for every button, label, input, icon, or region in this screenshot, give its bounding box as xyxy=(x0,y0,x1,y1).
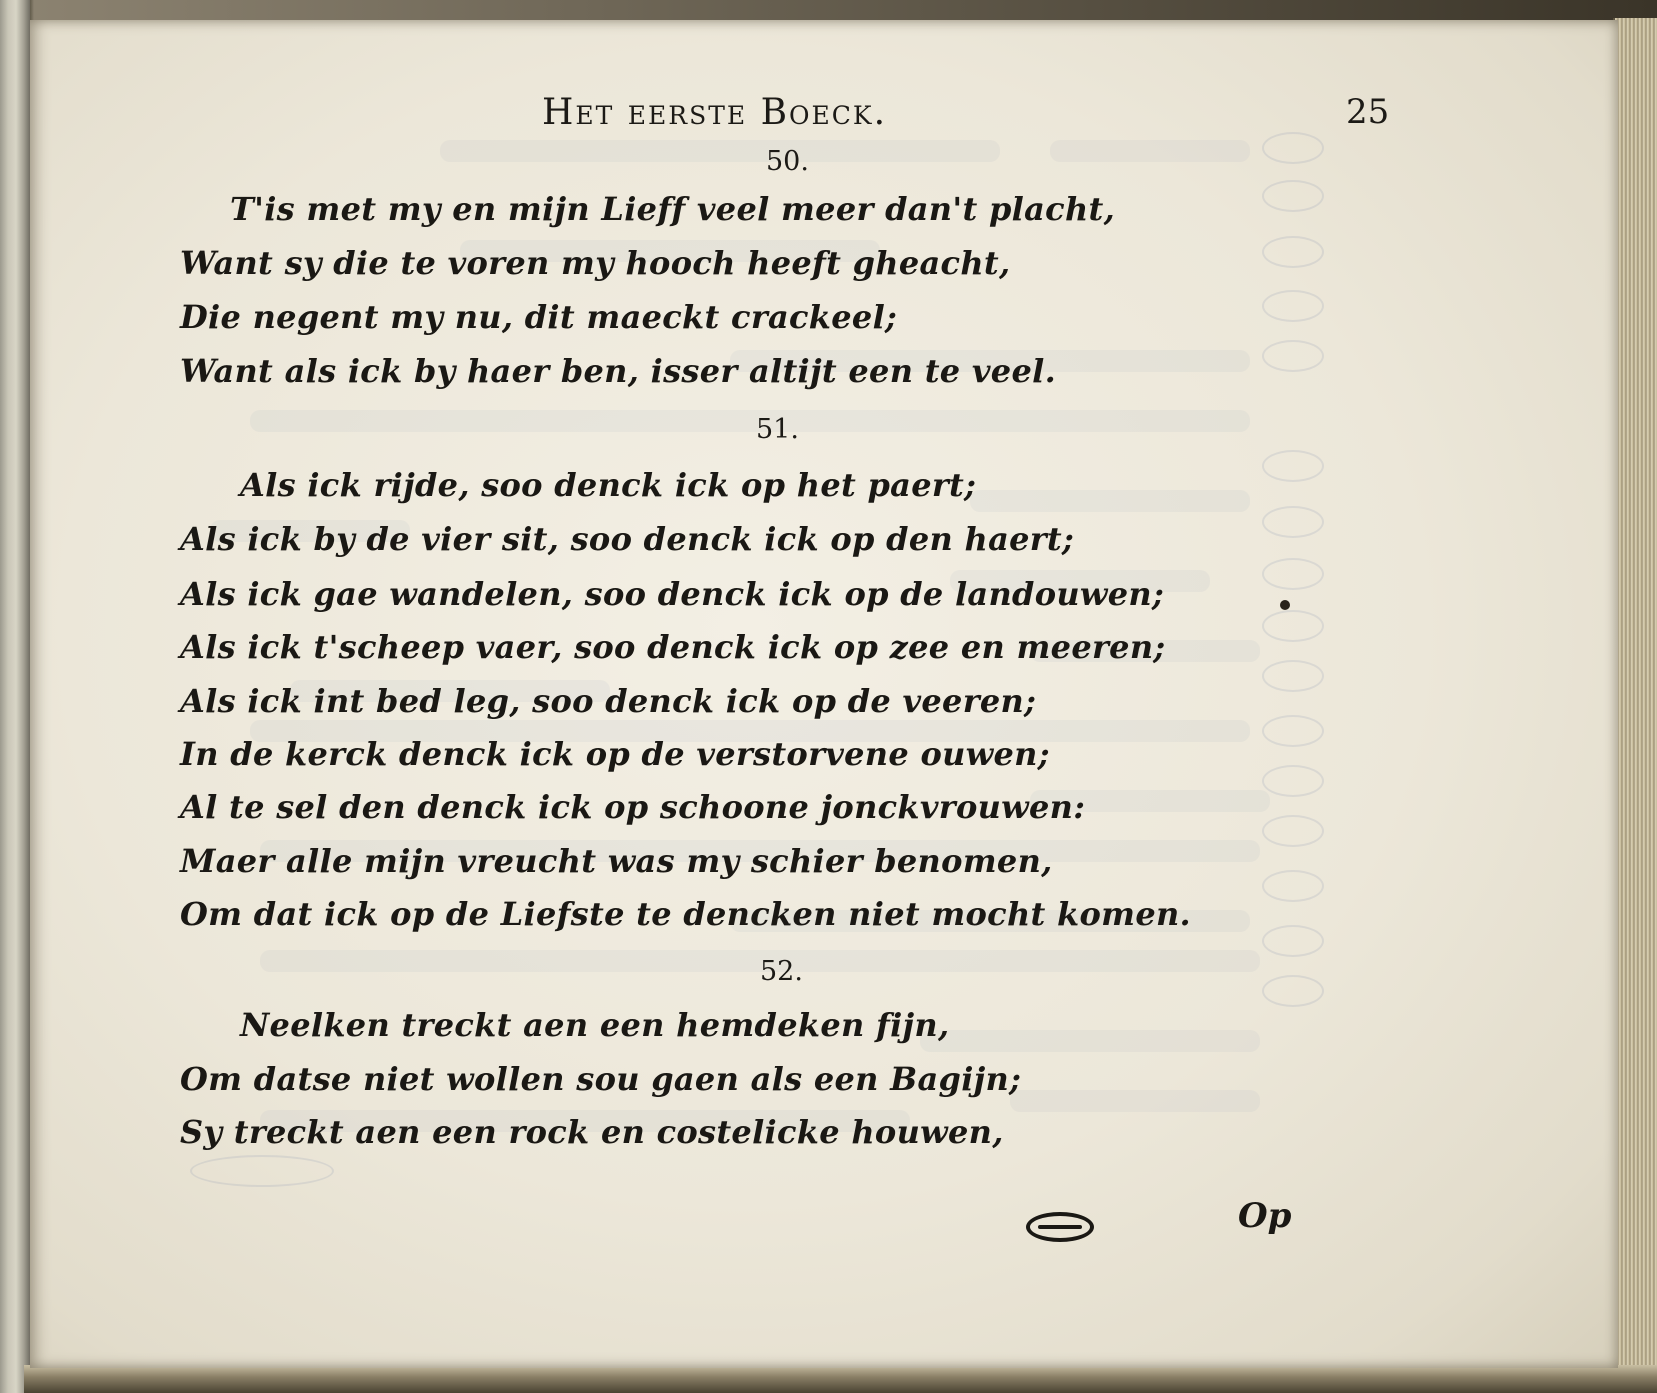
ornamental-initial-o xyxy=(1026,1212,1094,1242)
verse-line: Als ick int bed leg, soo denck ick op de veeren; xyxy=(180,682,1037,720)
verse-line: T'is met my en mijn Lieff veel meer dan't placht, xyxy=(230,190,1116,228)
verse-line: Al te sel den denck ick op schoone jonckvrouwen: xyxy=(180,788,1086,826)
catchword: Op xyxy=(1238,1196,1292,1236)
left-page-edge xyxy=(0,0,30,1393)
verse-line: Want sy die te voren my hooch heeft gheacht, xyxy=(180,244,1011,282)
page-block-edges xyxy=(1613,18,1657,1378)
stanza-number: 51. xyxy=(756,414,799,445)
running-head: Het eerste Boeck. xyxy=(542,92,888,133)
book-page xyxy=(30,20,1618,1368)
verse-line: In de kerck denck ick op de verstorvene ouwen; xyxy=(180,735,1050,773)
stanza-number: 52. xyxy=(760,956,803,987)
verse-line: Neelken treckt aen een hemdeken fijn, xyxy=(240,1006,950,1044)
verse-line: Die negent my nu, dit maeckt crackeel; xyxy=(180,298,898,336)
verse-line: Als ick t'scheep vaer, soo denck ick op zee en meeren; xyxy=(180,628,1166,666)
verse-line: Als ick gae wandelen, soo denck ick op de landouwen; xyxy=(180,575,1165,613)
verse-line: Sy treckt aen een rock en costelicke houwen, xyxy=(180,1113,1004,1151)
page-number: 25 xyxy=(1346,92,1390,132)
verse-line: Als ick by de vier sit, soo denck ick op den haert; xyxy=(180,520,1075,558)
verse-line: Als ick rijde, soo denck ick op het paert; xyxy=(240,466,977,504)
verse-line: Maer alle mijn vreucht was my schier benomen, xyxy=(180,842,1053,880)
verse-line: Om dat ick op de Liefste te dencken niet mocht komen. xyxy=(180,895,1191,933)
verse-line: Want als ick by haer ben, isser altijt een te veel. xyxy=(180,352,1057,390)
bottom-book-edge xyxy=(24,1365,1657,1393)
ink-spot xyxy=(1280,600,1290,610)
stanza-number: 50. xyxy=(766,146,809,177)
verse-line: Om datse niet wollen sou gaen als een Bagijn; xyxy=(180,1060,1022,1098)
